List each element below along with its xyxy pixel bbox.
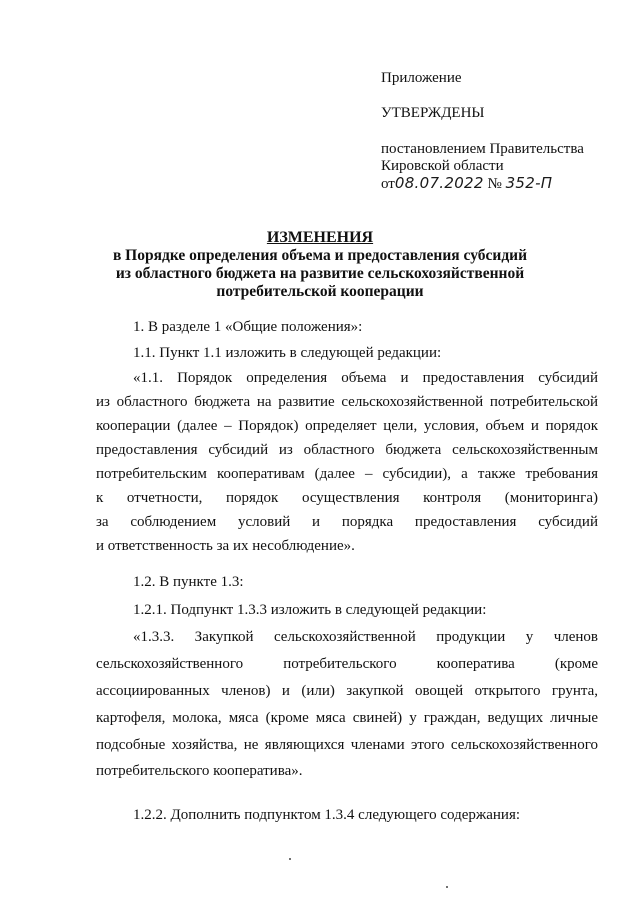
item-1-2-1: 1.2.1. Подпункт 1.3.3 изложить в следующей редакции:	[133, 602, 487, 618]
scan-speck	[446, 886, 448, 888]
handwritten-number: 352-П	[505, 174, 553, 192]
paragraph-1-1-line-4: предоставления субсидий из областного бюджета сельскохозяйственным	[96, 442, 598, 458]
resolution-line-2: Кировской области	[381, 158, 504, 174]
paragraph-1-1-line-7: за соблюдением условий и порядка предоставления субсидий	[96, 514, 598, 530]
number-sign: №	[487, 176, 502, 192]
item-1-1: 1.1. Пункт 1.1 изложить в следующей редакции:	[133, 345, 442, 361]
paragraph-1-3-3-line-1: «1.3.3. Закупкой сельскохозяйственной продукции у членов	[133, 629, 598, 645]
paragraph-1-1-line-6: к отчетности, порядок осуществления контроля (мониторинга)	[96, 490, 598, 506]
paragraph-1-1-line-1: «1.1. Порядок определения объема и предоставления субсидий	[133, 370, 598, 386]
paragraph-1-1-line-2: из областного бюджета на развитие сельскохозяйственной потребительской	[96, 394, 598, 410]
document-subtitle-line-1: в Порядке определения объема и предоставления субсидий	[112, 247, 528, 264]
paragraph-1-1-line-8: и ответственность за их несоблюдение».	[96, 538, 355, 554]
document-subtitle-line-2: из областного бюджета на развитие сельскохозяйственной	[115, 265, 525, 282]
approved-label: УТВЕРЖДЕНЫ	[381, 105, 485, 121]
paragraph-1-3-3-line-2: сельскохозяйственного потребительского кооператива (кроме	[96, 656, 598, 672]
paragraph-1-3-3-line-5: подсобные хозяйства, не являющихся членами этого сельскохозяйственного	[96, 737, 598, 753]
paragraph-1-1-line-3: кооперации (далее – Порядок) определяет цели, условия, объем и порядок	[96, 418, 598, 434]
document-subtitle-line-3: потребительской кооперации	[216, 283, 424, 300]
paragraph-1-1-line-5: потребительским кооперативам (далее – субсидии), а также требования	[96, 466, 598, 482]
appendix-label: Приложение	[381, 70, 462, 86]
section-1-heading: 1. В разделе 1 «Общие положения»:	[133, 319, 363, 335]
paragraph-1-3-3-line-3: ассоциированных членов) и (или) закупкой овощей открытого грунта,	[96, 683, 598, 699]
item-1-2: 1.2. В пункте 1.3:	[133, 574, 244, 590]
paragraph-1-3-3-line-4: картофеля, молока, мяса (кроме мяса свиней) у граждан, ведущих личные	[96, 710, 598, 726]
date-prefix: от	[381, 176, 395, 192]
scan-speck	[289, 858, 291, 860]
paragraph-1-3-3-line-6: потребительского кооператива».	[96, 763, 303, 779]
item-1-2-2: 1.2.2. Дополнить подпунктом 1.3.4 следующего содержания:	[133, 807, 521, 823]
resolution-line-1: постановлением Правительства	[381, 141, 584, 157]
resolution-date-line	[381, 174, 552, 193]
document-title: ИЗМЕНЕНИЯ	[266, 229, 374, 246]
handwritten-date: 08.07.2022	[394, 174, 484, 192]
